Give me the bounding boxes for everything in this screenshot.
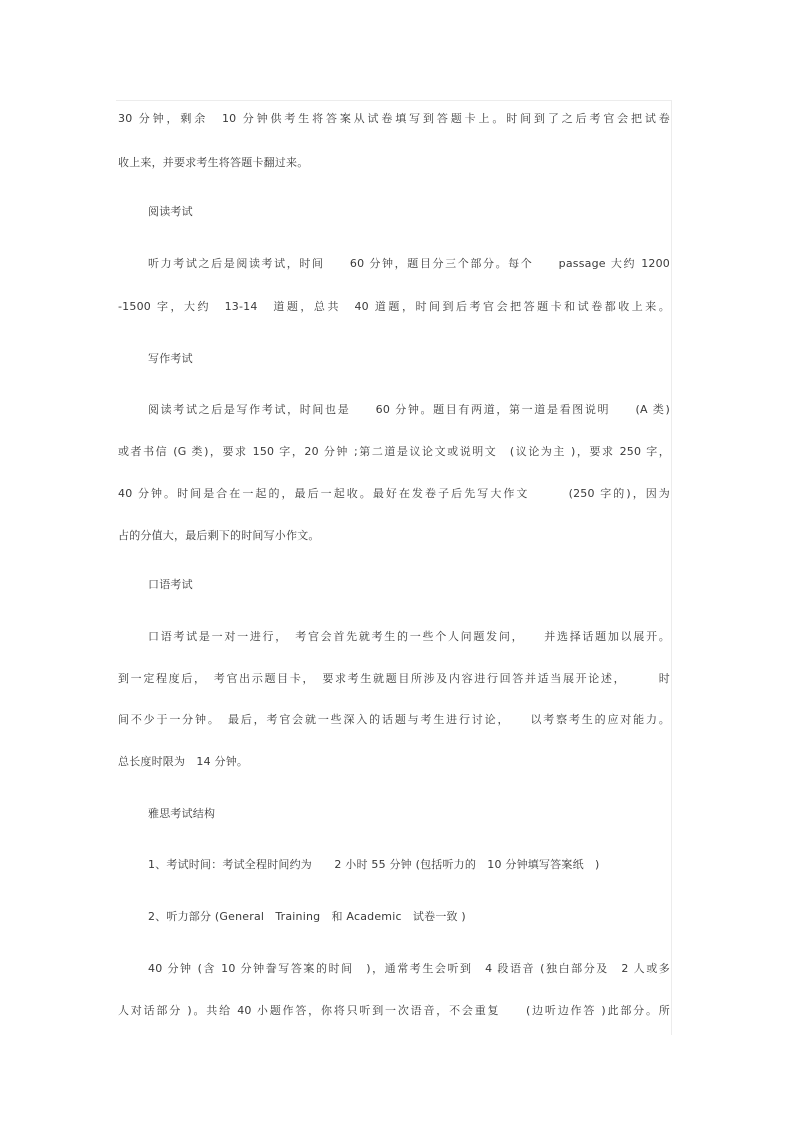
paragraph-line: 30 分钟，剩余 10 分钟供考生将答案从试卷填写到答题卡上。时间到了之后考官会把试卷 — [118, 112, 670, 125]
paragraph-line: 收上来，并要求考生将答题卡翻过来。 — [118, 156, 309, 169]
paragraph-line: 40 分钟。时间是合在一起的，最后一起收。最好在发卷子后先写大作文 (250 字的)，因为 — [118, 487, 670, 500]
paragraph-line: 总长度时限为 14 分钟。 — [118, 755, 249, 768]
section-heading-reading: 阅读考试 — [148, 205, 193, 218]
paragraph-line: 阅读考试之后是写作考试，时间也是 60 分钟。题目有两道，第一道是看图说明 (A 类) — [148, 403, 670, 416]
page-right-border — [671, 100, 672, 1035]
page-top-border — [116, 100, 672, 101]
paragraph-line: -1500 字，大约 13-14 道题，总共 40 道题，时间到后考官会把答题卡和试卷都收上来。 — [118, 300, 670, 313]
paragraph-line: 占的分值大，最后剩下的时间写小作文。 — [118, 529, 320, 542]
section-heading-structure: 雅思考试结构 — [148, 807, 216, 820]
paragraph-line: 口语考试是一对一进行， 考官会首先就考生的一些个人问题发问， 并选择话题加以展开。 — [148, 630, 670, 643]
section-heading-writing: 写作考试 — [148, 352, 193, 365]
paragraph-line: 人对话部分 )。共给 40 小题作答，你将只听到一次语音，不会重复 (边听边作答 )此部分。所 — [118, 1004, 670, 1017]
list-item: 1、考试时间：考试全程时间约为 2 小时 55 分钟 (包括听力的 10 分钟填写答案纸 ) — [148, 858, 600, 871]
paragraph-line: 40 分钟 (含 10 分钟誊写答案的时间 )，通常考生会听到 4 段语音 (独白部分及 2 人或多 — [148, 962, 670, 975]
paragraph-line: 听力考试之后是阅读考试，时间 60 分钟，题目分三个部分。每个 passage 大约 1200 — [148, 257, 670, 270]
list-item: 2、听力部分 (General Training 和 Academic 试卷一致 ) — [148, 910, 466, 923]
paragraph-line: 或者书信 (G 类)，要求 150 字，20 分钟 ;第二道是议论文或说明文 (议论为主 )，要求 250 字， — [118, 445, 670, 458]
paragraph-line: 到一定程度后， 考官出示题目卡， 要求考生就题目所涉及内容进行回答并适当展开论述， 时 — [118, 672, 670, 685]
paragraph-line: 间不少于一分钟。 最后，考官会就一些深入的话题与考生进行讨论， 以考察考生的应对能力。 — [118, 713, 670, 726]
section-heading-speaking: 口语考试 — [148, 578, 193, 591]
